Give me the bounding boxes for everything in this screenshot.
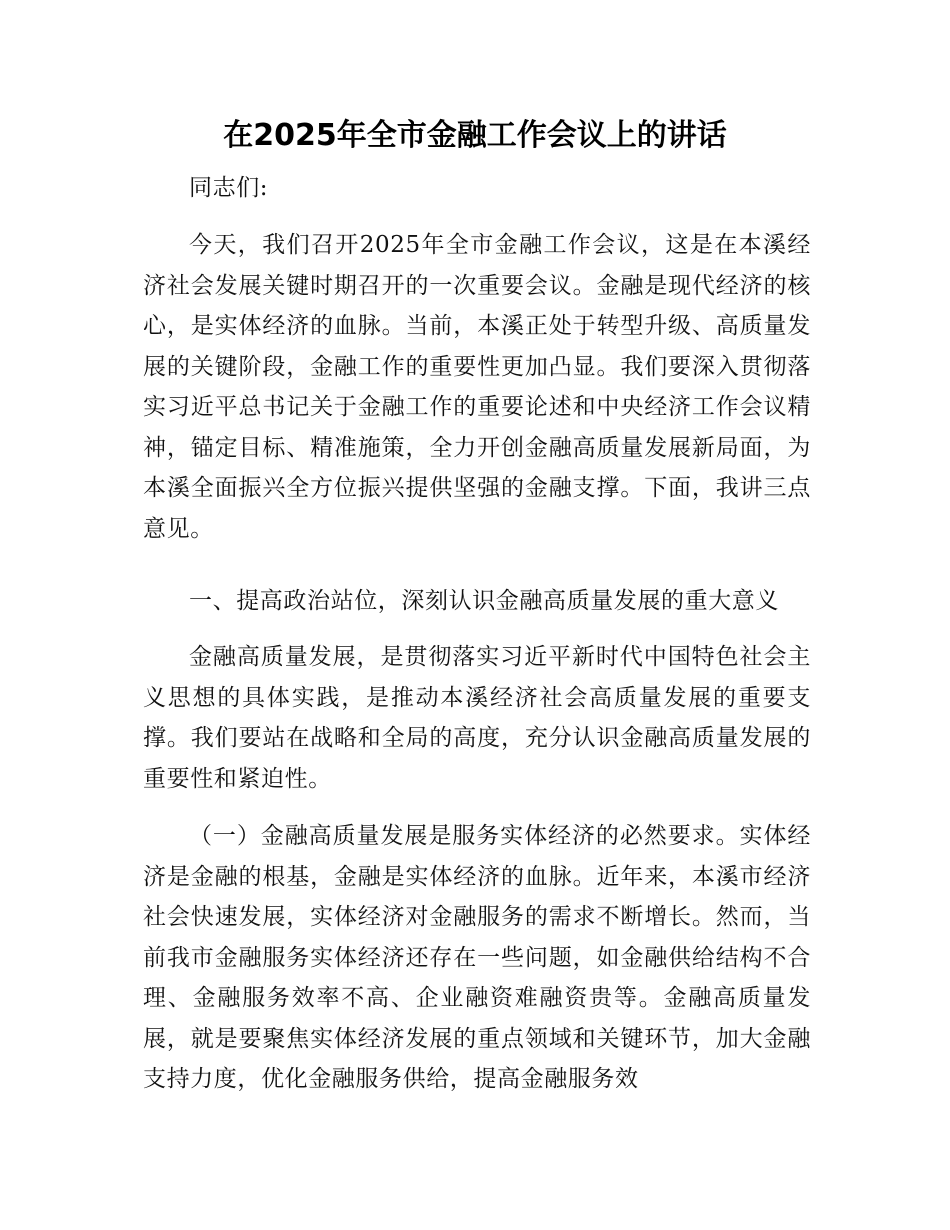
section-one-heading: 一、提高政治站位，深刻认识金融高质量发展的重大意义 <box>189 588 779 614</box>
salutation: 同志们: <box>189 175 269 201</box>
subsection-one-paragraph: （一）金融高质量发展是服务实体经济的必然要求。实体经济是金融的根基，金融是实体经济的血脉。近年来，本溪市经济社会快速发展，实体经济对金融服务的需求不断增长。然而，当前我市金融服务实体经济还存在一些问题，如金融供给结构不合理、金融服务效率不高、企业融资难融资贵等。金融高质量发展，就是要聚焦实体经济发展的重点领域和关键环节，加大金融支持力度，优化金融服务供给，提高金融服务效 <box>143 823 811 1092</box>
section-one-paragraph: 金融高质量发展，是贯彻落实习近平新时代中国特色社会主义思想的具体实践，是推动本溪经济社会高质量发展的重要支撑。我们要站在战略和全局的高度，充分认识金融高质量发展的重要性和紧迫性。 <box>143 644 811 792</box>
document-title: 在2025年全市金融工作会议上的讲话 <box>223 118 727 153</box>
intro-paragraph: 今天，我们召开2025年全市金融工作会议，这是在本溪经济社会发展关键时期召开的一次重要会议。金融是现代经济的核心，是实体经济的血脉。当前，本溪正处于转型升级、高质量发展的关键阶段，金融工作的重要性更加凸显。我们要深入贯彻落实习近平总书记关于金融工作的重要论述和中央经济工作会议精神，锚定目标、精准施策，全力开创金融高质量发展新局面，为本溪全面振兴全方位振兴提供坚强的金融支撑。下面，我讲三点意见。 <box>143 232 811 542</box>
